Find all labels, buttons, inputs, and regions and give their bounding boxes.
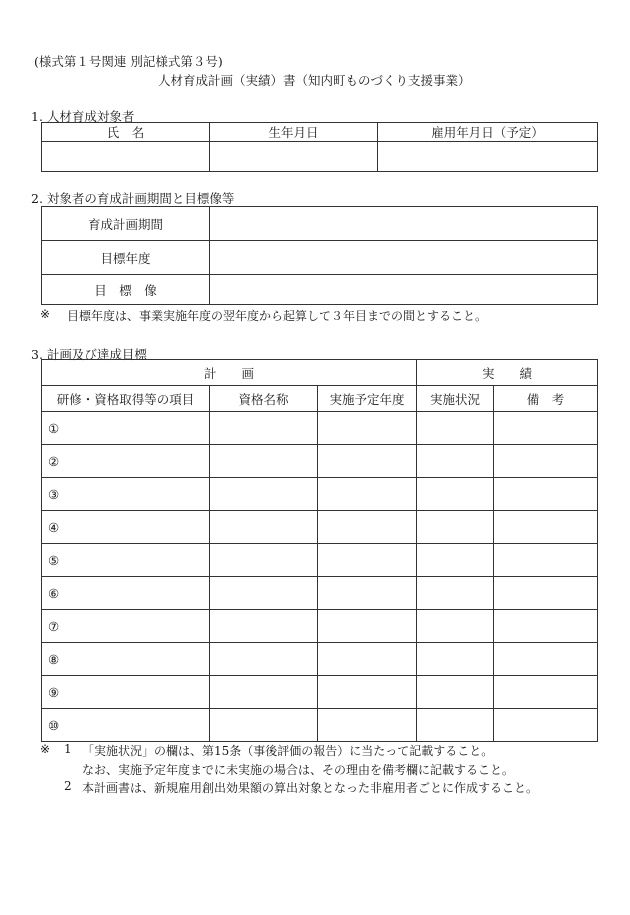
status-cell[interactable] xyxy=(417,577,494,610)
form-reference: (様式第１号関連 別記様式第３号) xyxy=(34,54,223,69)
remarks-cell[interactable] xyxy=(494,709,598,742)
target-image-field[interactable] xyxy=(210,275,598,305)
qualification-cell[interactable] xyxy=(210,412,318,445)
qualification-cell[interactable] xyxy=(210,478,318,511)
remarks-cell[interactable] xyxy=(494,643,598,676)
col-qualification-name: 資格名称 xyxy=(210,386,318,412)
col-implementation-status: 実施状況 xyxy=(417,386,494,412)
planned-year-cell[interactable] xyxy=(318,544,417,577)
note-2-number: 2 xyxy=(64,779,72,793)
planned-year-cell[interactable] xyxy=(318,478,417,511)
note-1-text: 「実施状況」の欄は、第15条（事後評価の報告）に当たって記載すること。 xyxy=(82,744,494,758)
qualification-cell[interactable] xyxy=(210,577,318,610)
status-cell[interactable] xyxy=(417,478,494,511)
planned-year-cell[interactable] xyxy=(318,610,417,643)
section-1-heading: 1. 人材育成対象者 xyxy=(31,109,135,124)
status-cell[interactable] xyxy=(417,709,494,742)
qualification-cell[interactable] xyxy=(210,610,318,643)
group-result-header: 実 績 xyxy=(417,360,598,386)
plan-period-table xyxy=(41,206,598,305)
qualification-cell[interactable] xyxy=(210,544,318,577)
table-row-number: ⑦ xyxy=(42,610,210,643)
table-row-number: ③ xyxy=(42,478,210,511)
status-cell[interactable] xyxy=(417,643,494,676)
target-person-table xyxy=(41,122,598,172)
table-row-number: ① xyxy=(42,412,210,445)
section-2-note-mark: ※ xyxy=(40,307,51,321)
table-row-number: ⑩ xyxy=(42,709,210,742)
status-cell[interactable] xyxy=(417,544,494,577)
note-1-continuation: なお、実施予定年度までに未実施の場合は、その理由を備考欄に記載すること。 xyxy=(82,763,515,777)
col-planned-year: 実施予定年度 xyxy=(318,386,417,412)
remarks-cell[interactable] xyxy=(494,577,598,610)
qualification-cell[interactable] xyxy=(210,445,318,478)
remarks-cell[interactable] xyxy=(494,610,598,643)
status-cell[interactable] xyxy=(417,445,494,478)
document-title: 人材育成計画（実績）書（知内町ものづくり支援事業） xyxy=(158,73,471,88)
section-2-note: 目標年度は、事業実施年度の翌年度から起算して３年目までの間とすること。 xyxy=(67,309,488,323)
col-name: 氏 名 xyxy=(42,123,210,142)
plan-goals-table xyxy=(41,359,598,742)
status-cell[interactable] xyxy=(417,412,494,445)
planned-year-cell[interactable] xyxy=(318,511,417,544)
section-3-note-mark: ※ xyxy=(40,742,51,756)
remarks-cell[interactable] xyxy=(494,511,598,544)
planned-year-cell[interactable] xyxy=(318,412,417,445)
table-row-number: ⑨ xyxy=(42,676,210,709)
employment-date-field[interactable] xyxy=(378,142,598,172)
note-2-text: 本計画書は、新規雇用創出効果額の算出対象となった非雇用者ごとに作成すること。 xyxy=(82,781,539,795)
planned-year-cell[interactable] xyxy=(318,643,417,676)
status-cell[interactable] xyxy=(417,676,494,709)
qualification-cell[interactable] xyxy=(210,709,318,742)
qualification-cell[interactable] xyxy=(210,643,318,676)
status-cell[interactable] xyxy=(417,610,494,643)
birthdate-field[interactable] xyxy=(210,142,378,172)
col-birthdate: 生年月日 xyxy=(210,123,378,142)
remarks-cell[interactable] xyxy=(494,412,598,445)
row-target-image-label: 目 標 像 xyxy=(42,275,210,305)
remarks-cell[interactable] xyxy=(494,676,598,709)
status-cell[interactable] xyxy=(417,511,494,544)
planned-year-cell[interactable] xyxy=(318,709,417,742)
group-plan-header: 計 画 xyxy=(42,360,417,386)
table-row-number: ⑧ xyxy=(42,643,210,676)
section-3-heading: 3. 計画及び達成目標 xyxy=(31,347,147,362)
name-field[interactable] xyxy=(42,142,210,172)
col-remarks: 備 考 xyxy=(494,386,598,412)
planned-year-cell[interactable] xyxy=(318,577,417,610)
qualification-cell[interactable] xyxy=(210,511,318,544)
table-row-number: ⑥ xyxy=(42,577,210,610)
target-year-field[interactable] xyxy=(210,241,598,275)
table-row-number: ④ xyxy=(42,511,210,544)
row-plan-period-label: 育成計画期間 xyxy=(42,207,210,241)
table-row-number: ② xyxy=(42,445,210,478)
plan-period-field[interactable] xyxy=(210,207,598,241)
remarks-cell[interactable] xyxy=(494,445,598,478)
col-employment-date: 雇用年月日（予定） xyxy=(378,123,598,142)
note-1-number: 1 xyxy=(64,742,72,756)
qualification-cell[interactable] xyxy=(210,676,318,709)
section-2-heading: 2. 対象者の育成計画期間と目標像等 xyxy=(31,191,235,206)
col-training-item: 研修・資格取得等の項目 xyxy=(42,386,210,412)
table-row-number: ⑤ xyxy=(42,544,210,577)
remarks-cell[interactable] xyxy=(494,544,598,577)
planned-year-cell[interactable] xyxy=(318,445,417,478)
planned-year-cell[interactable] xyxy=(318,676,417,709)
remarks-cell[interactable] xyxy=(494,478,598,511)
row-target-year-label: 目標年度 xyxy=(42,241,210,275)
